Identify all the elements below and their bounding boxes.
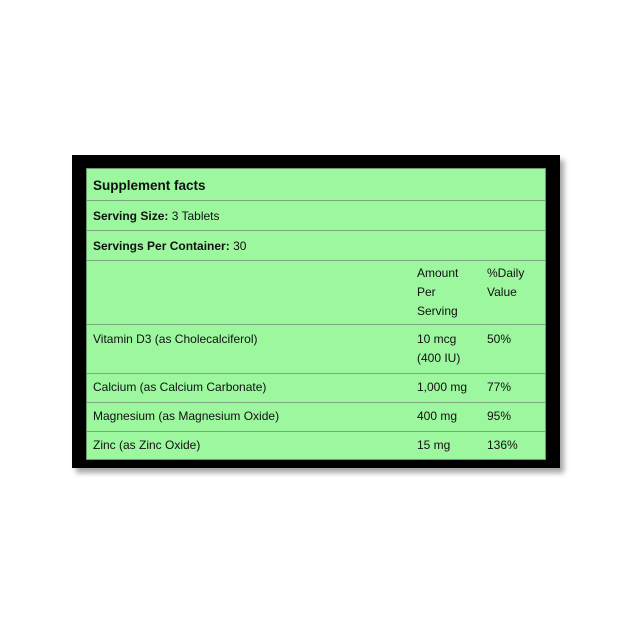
nutrient-row	[87, 374, 545, 403]
nutrient-amount: 15 mg	[417, 438, 451, 452]
column-header-row	[87, 261, 545, 325]
amount-per-serving-header: Amount Per Serving	[417, 261, 487, 325]
nutrient-name: Calcium (as Calcium Carbonate)	[87, 374, 417, 403]
servings-per-container-row	[87, 231, 545, 261]
serving-size-value: 3 Tablets	[171, 209, 220, 223]
supplement-facts-panel	[86, 168, 546, 460]
nutrient-row	[87, 432, 545, 461]
nutrient-amount: 1,000 mg	[417, 374, 487, 403]
nutrient-daily-value: 50%	[487, 325, 545, 374]
nutrient-name: Magnesium (as Magnesium Oxide)	[87, 403, 417, 432]
nutrient-name: Zinc (as Zinc Oxide)	[93, 438, 201, 452]
serving-size-label: Serving Size:	[93, 209, 169, 223]
nutrient-amount: 400 mg	[417, 403, 487, 432]
serving-size	[87, 201, 545, 231]
nutrient-row	[87, 325, 545, 374]
servings-value: 30	[233, 239, 247, 253]
panel-title: Supplement facts	[87, 169, 545, 201]
nutrient-amount: 10 mcg (400 IU)	[417, 325, 487, 374]
nutrient-daily-value: 136%	[487, 438, 518, 452]
header-blank	[87, 261, 417, 325]
nutrient-daily-value: 77%	[487, 374, 545, 403]
nutrient-daily-value: 95%	[487, 403, 545, 432]
daily-value-header: %Daily Value	[487, 261, 545, 325]
servings-label: Servings Per Container:	[93, 239, 230, 253]
nutrient-name: Vitamin D3 (as Cholecalciferol)	[87, 325, 417, 374]
supplement-facts-table	[87, 169, 545, 460]
serving-size-row	[87, 201, 545, 231]
servings-per-container	[87, 231, 545, 261]
nutrient-row	[87, 403, 545, 432]
title-row	[87, 169, 545, 201]
supplement-facts-frame	[72, 155, 560, 468]
